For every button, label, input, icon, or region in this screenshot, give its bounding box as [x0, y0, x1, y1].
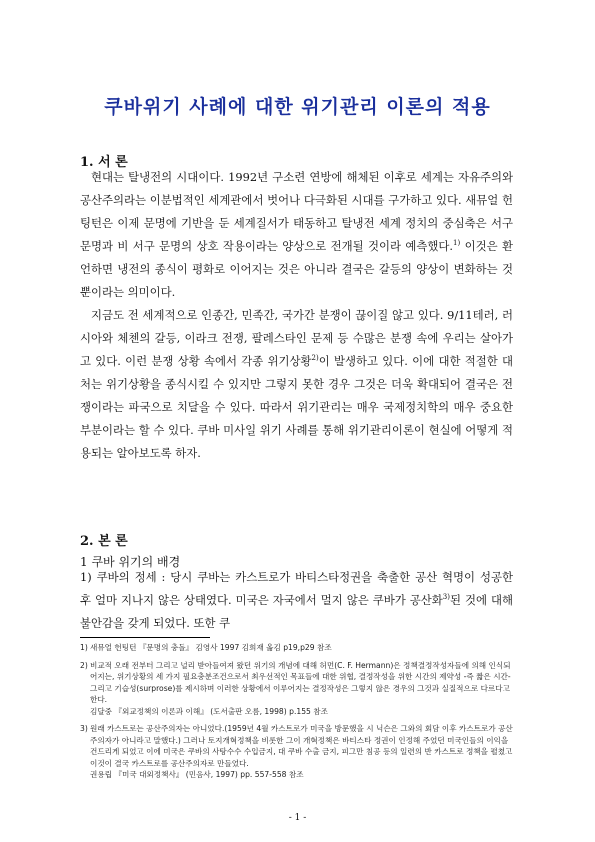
footnote-citation: 김달중 『외교정책의 이론과 이해』 (도서출판 오름, 1998) p.155 참조: [90, 706, 328, 716]
intro-paragraph-1-text: 현대는 탈냉전의 시대이다. 1992년 구소련 연방에 해체된 이후로 세계는 자유주의와 공산주의라는 이분법적인 세계관에서 벗어나 다극화된 시대를 구가하고 있다. 새뮤얼 헌팅턴은 이제 문명에 기반을 둔 세계질서가 태동하고 탈냉전 세계 정치의 중심축은 서구 문명과 비 서구 문명의 상호 작용이라는 양상으로 전개될 것이라 예측했다.: [80, 170, 513, 253]
footnote-ref-3[interactable]: 3): [442, 593, 450, 602]
document-title: 쿠바위기 사례에 대한 위기관리 이론의 적용: [104, 96, 491, 118]
intro-paragraph-1: [80, 166, 513, 304]
footnote-ref-1[interactable]: 1): [453, 239, 461, 248]
section-heading-body: 2. 본 론: [80, 534, 128, 549]
intro-paragraph-1-end: 이것은 환언하면 냉전의 종식이 평화로 이어지는 것은 아니라 결국은 갈등의 양상이 변화하는 것뿐이라는 의미이다.: [80, 239, 513, 299]
footnote-text: 원래 카스트로는 공산주의자는 아니었다.(1959년 4월 카스트로가 미국을 방문했을 시 닉슨은 그와의 회담 이후 카스트로가 공산주의자가 아니라고 말했다.) 그러나 토지개혁정책을 비롯한 그이 개혁정책은 바티스타 정권이 인정해 주었던 미국인들의 이익을 건드리게 되었고 이에 미국은 쿠바의 사탕수수 수입금지, 대 쿠바 수출 금지, 피그만 침공 등의 일련의 반 카스트로 정책을 펼쳤고 이것이 결국 카스트로를 공산주의자로 만들었다.: [90, 724, 513, 768]
introduction-body: [80, 166, 513, 465]
footnote-2: [80, 660, 515, 718]
footnote-1: [80, 642, 515, 654]
footnote-citation: 권용립 『미국 대외정책사』 (민음사, 1997) pp. 557-558 참조: [90, 770, 304, 779]
main-body: [80, 566, 513, 635]
subsection-heading: 1 쿠바 위기의 배경: [80, 555, 181, 569]
intro-paragraph-2-text-a: 지금도 전 세계적으로 인종간, 민족간, 국가간 분쟁이 끊이질 않고 있다. 9/11테러, 러시아와 체첸의 갈등, 이라크 전쟁, 팔레스타인 문제 등 수많은 분쟁 속에 우리는 살아가고 있다. 이런 분쟁 상황 속에서 각종 위기상황: [80, 308, 513, 368]
main-paragraph-1: [80, 566, 513, 635]
footnote-text: 비교적 오래 전부터 그리고 널리 받아들여져 왔던 위기의 개념에 대해 허먼(C. F. Hermann)은 정책결정작성자들에 의해 인식되어지는, 위기상황의 세 가지 필요충분조건으로서 최우선적인 목표들에 대한 위협, 결정작성을 위한 시간의 제약성 -즉 짧은 시간- 그리고 기습성(surprose)를 제시하며 이러한 상황에서 이루어지는 결정작성은 그렇지 않은 경우의 그것과 실질적으로 다르다고 한다.: [90, 660, 511, 704]
main-paragraph-1-text-a: 1) 쿠바의 정세 : 당시 쿠바는 카스트로가 바티스타정권을 축출한 공산 혁명이 성공한 후 얼마 지나지 않은 상태였다. 미국은 자국에서 멀지 않은 쿠바가 공산화: [80, 570, 513, 607]
section-heading-introduction: 1. 서 론: [80, 155, 128, 170]
intro-paragraph-2-text-b: 이 발생하고 있다. 이에 대한 적절한 대처는 위기상황을 종식시킬 수 있지만 그렇지 못한 경우 그것은 더욱 확대되어 결국은 전쟁이라는 파국으로 치달을 수 있다. 따라서 위기관리는 매우 국제정치학의 매우 중요한 부분이라는 할 수 있다. 쿠바 미사일 위기 사례를 통해 위기관리이론이 현실에 어떻게 적용되는 알아보도록 하자.: [80, 354, 513, 460]
footnote-number: 2): [80, 660, 88, 670]
footnote-number: 1): [80, 643, 88, 652]
main-paragraph-1-text-b: 된 것에 대해 불안감을 갖게 되었다. 또한 쿠: [80, 593, 513, 630]
footnote-text: 새뮤얼 헌팅턴 『문명의 충돌』 김영사 1997 김희재 옮김 p19,p29 참조: [90, 643, 332, 652]
footnotes: [80, 642, 515, 787]
footnote-ref-2[interactable]: 2): [311, 354, 319, 363]
footnote-number: 3): [80, 724, 88, 733]
footnote-3: [80, 723, 515, 781]
footnote-divider: [80, 637, 210, 638]
page-number: - 1 -: [288, 813, 307, 823]
intro-paragraph-2: [80, 304, 513, 465]
